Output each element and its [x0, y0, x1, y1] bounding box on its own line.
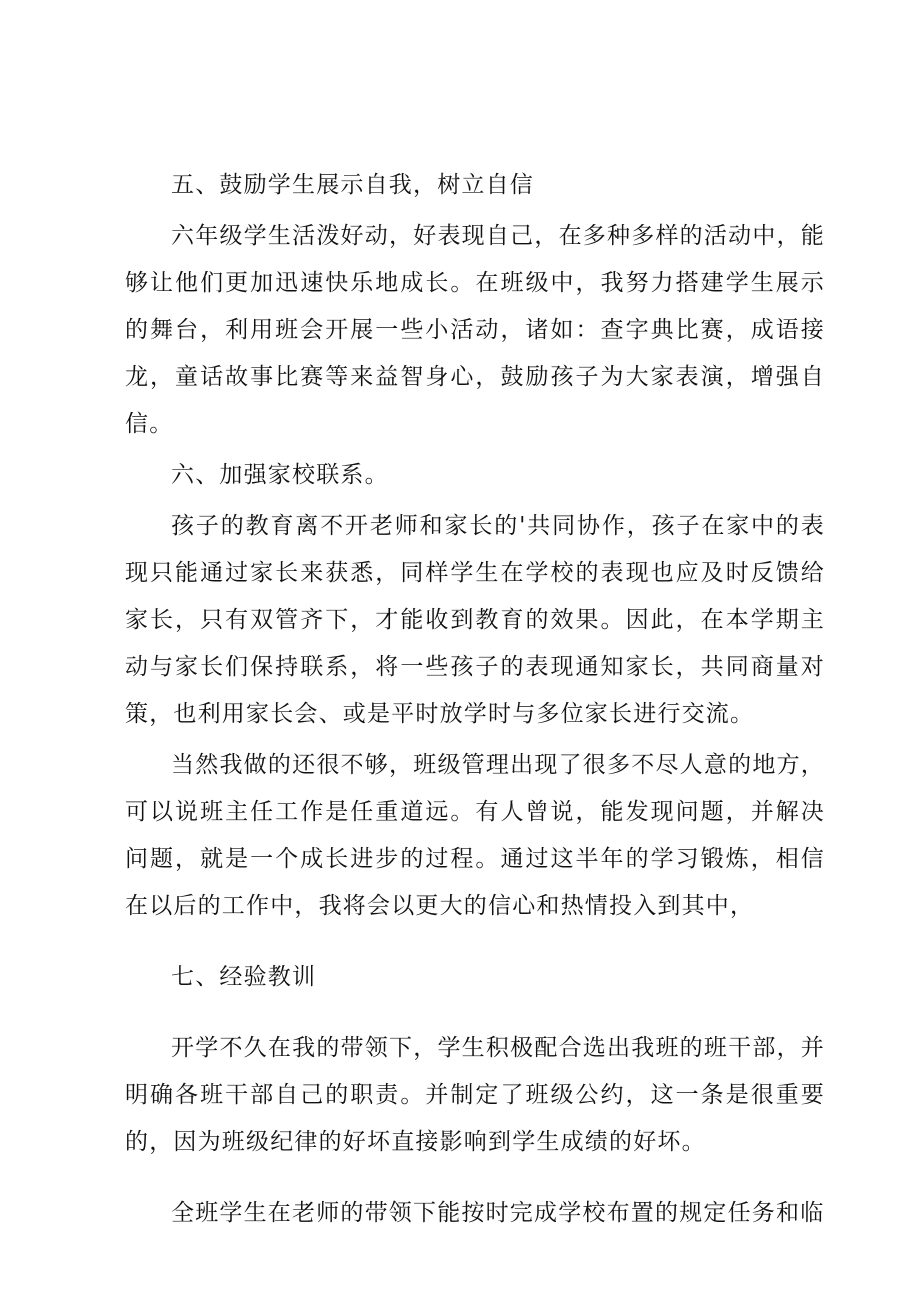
paragraph-6-1: 孩子的教育离不开老师和家长的'共同协作，孩子在家中的表现只能通过家长来获悉，同样学生在学校的表现也应及时反馈给家长，只有双管齐下，才能收到教育的效果。因此，在本学期主动与家长们保持联系，将一些孩子的表现通知家长，共同商量对策，也利用家长会、或是平时放学时与多位家长进行交流。 — [125, 513, 825, 727]
section-heading-6: 六、加强家校联系。 — [171, 462, 389, 488]
paragraph-6-2: 当然我做的还很不够，班级管理出现了很多不尽人意的地方，可以说班主任工作是任重道远。有人曾说，能发现问题，并解决问题，就是一个成长进步的过程。通过这半年的学习锻炼，相信在以后的工作中，我将会以更大的信心和热情投入到其中， — [125, 752, 825, 919]
paragraph-7-2: 全班学生在老师的带领下能按时完成学校布置的规定任务和临 — [171, 1200, 825, 1226]
section-heading-5: 五、鼓励学生展示自我，树立自信 — [171, 172, 534, 198]
paragraph-7-1: 开学不久在我的带领下，学生积极配合选出我班的班干部，并明确各班干部自己的职责。并制定了班级公约，这一条是很重要的，因为班级纪律的好坏直接影响到学生成绩的好坏。 — [125, 1035, 825, 1155]
document-body — [125, 162, 825, 1237]
paragraph-5-1: 六年级学生活泼好动，好表现自己，在多种多样的活动中，能够让他们更加迅速快乐地成长。在班级中，我努力搭建学生展示的舞台，利用班会开展一些小活动，诸如：查字典比赛，成语接龙，童话故事比赛等来益智身心，鼓励孩子为大家表演，增强自信。 — [125, 223, 825, 437]
section-heading-7: 七、经验教训 — [171, 964, 317, 990]
